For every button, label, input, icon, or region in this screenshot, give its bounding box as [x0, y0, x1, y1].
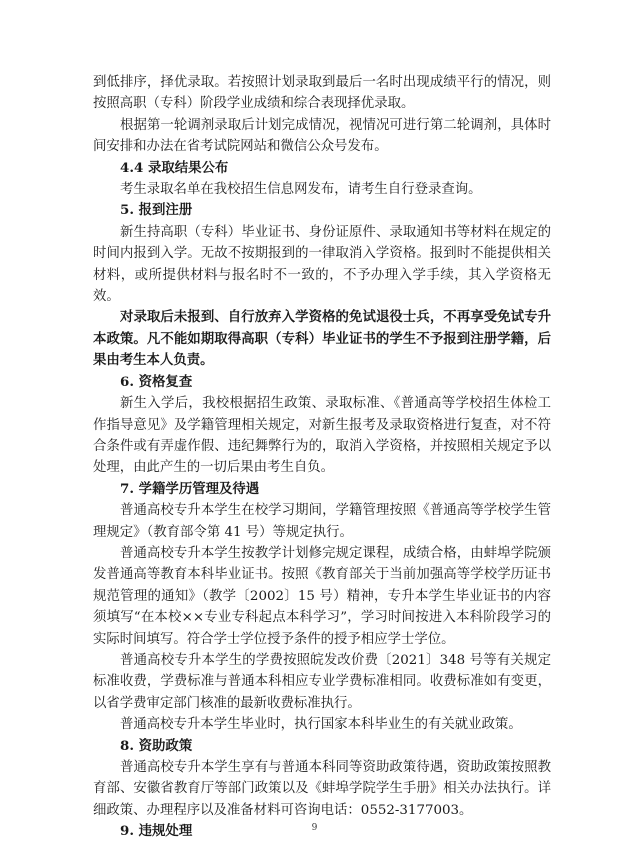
paragraph-registration: 新生持高职（专科）毕业证书、身份证原件、录取通知书等材料在规定的时间内报到入学。无故不按期报到的一律取消入学资格。报到时不能提供相关材料，或所提供材料与报名时不一致的，不予办理入学手续，其入学资格无效。	[93, 224, 551, 305]
heading-financial-aid: 8. 资助政策	[120, 737, 193, 754]
paragraph-financial-aid: 普通高校专升本学生享有与普通本科同等资助政策待遇，资助政策按照教育部、安徽省教育厅等部门政策以及《蚌埠学院学生手册》相关办法执行。详细政策、办理程序以及准备材料可咨询电话：0552-3177003。	[93, 760, 551, 818]
paragraph-ranking: 到低排序，择优录取。若按照计划录取到最后一名时出现成绩平行的情况，则按照高职（专科）阶段学业成绩和综合表现择优录取。	[93, 75, 551, 112]
paragraph-results-publish: 考生录取名单在我校招生信息网发布，请考生自行登录查询。	[120, 182, 482, 198]
heading-registration: 5. 报到注册	[120, 202, 193, 219]
paragraph-graduation: 普通高校专升本学生按教学计划修完规定课程，成绩合格，由蚌埠学院颁发普通高等教育本科毕业证书。按照《教育部关于当前加强高等学校学历证书规范管理的通知》（教学〔2002〕15 号）精神，专升本学生毕业证书的内容须填写“在本校××专业专科起点本科学习”，学习时间按进入本科阶段学习的实际时间填写。符合学士学位授予条件的授予相应学士学位。	[93, 545, 551, 647]
paragraph-qualification-review: 新生入学后，我校根据招生政策、录取标准、《普通高等学校招生体检工作指导意见》及学籍管理相关规定，对新生报考及录取资格进行复查，对不符合条件或有弄虚作假、违纪舞弊行为的，取消入学资格，并按照相关规定予以处理，由此产生的一切后果由考生自负。	[93, 396, 551, 476]
heading-student-status: 7. 学籍学历管理及待遇	[120, 480, 260, 497]
heading-qualification-review: 6. 资格复查	[120, 373, 193, 390]
heading-violations: 9. 违规处理	[120, 823, 193, 840]
heading-admission-results: 4.4 录取结果公布	[120, 159, 229, 176]
paragraph-employment: 普通高校专升本学生毕业时，执行国家本科毕业生的有关就业政策。	[120, 717, 522, 733]
page-number: 9	[311, 823, 318, 833]
document-body	[93, 72, 551, 843]
paragraph-status-management: 普通高校专升本学生在校学习期间，学籍管理按照《普通高等学校学生管理规定》（教育部令第 41 号）等规定执行。	[93, 503, 551, 540]
paragraph-second-round: 根据第一轮调剂录取后计划完成情况，视情况可进行第二轮调剂，具体时间安排和办法在省考试院网站和微信公众号发布。	[93, 117, 551, 155]
paragraph-registration-warning: 对录取后未报到、自行放弃入学资格的免试退役士兵，不再享受免试专升本政策。凡不能如期取得高职（专科）毕业证书的学生不予报到注册学籍，后果由考生本人负责。	[93, 309, 551, 369]
paragraph-tuition: 普通高校专升本学生的学费按照皖发改价费〔2021〕348 号等有关规定标准收费，学费标准与普通本科相应专业学费标准相同。收费标准如有变更，以省学费审定部门核准的最新收费标准执行。	[93, 652, 551, 711]
